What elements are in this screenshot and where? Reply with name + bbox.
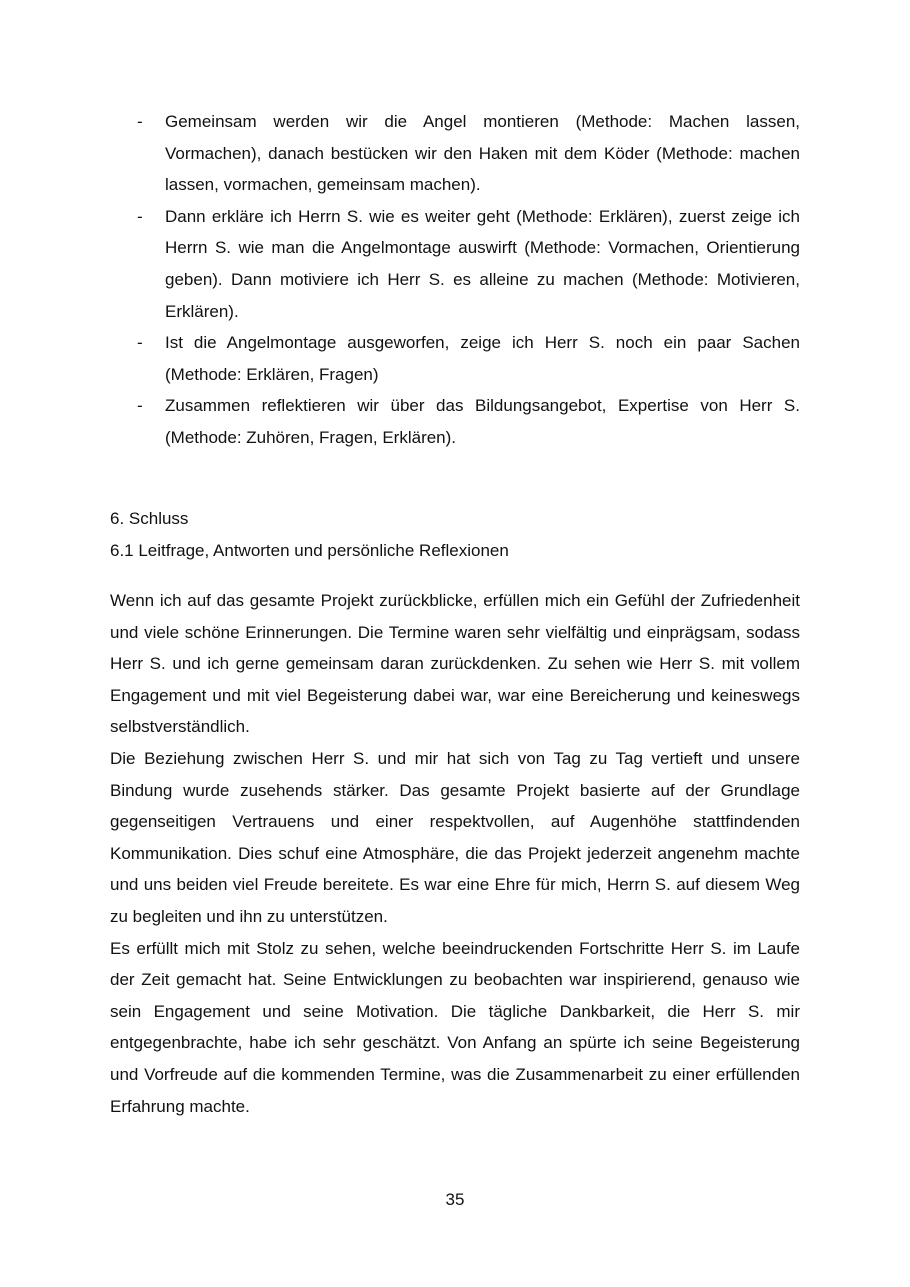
bullet-text: Zusammen reflektieren wir über das Bildungsangebot, Expertise von Herr S. (Methode: Zuhören, Fragen, Erklären). [165, 396, 800, 447]
paragraph: Die Beziehung zwischen Herr S. und mir hat sich von Tag zu Tag vertieft und unsere Bindung wurde zusehends stärker. Das gesamte Projekt basierte auf der Grundlage gegenseitigen Vertrauens und einer respektvollen, auf Augenhöhe stattfindenden Kommunikation. Dies schuf eine Atmosphäre, die das Projekt jederzeit angenehm machte und uns beiden viel Freude bereitete. Es war eine Ehre für mich, Herrn S. auf diesem Weg zu begleiten und ihn zu unterstützen. [110, 748, 800, 926]
bullet-dash: - [137, 396, 143, 416]
bullet-dash: - [137, 333, 143, 353]
bullet-text: Dann erkläre ich Herrn S. wie es weiter geht (Methode: Erklären), zuerst zeige ich Herrn S. wie man die Angelmontage auswirft (Methode: Vormachen, Orientierung geben). Dann motiviere ich Herr S. es alleine zu machen (Methode: Motivieren, Erklären). [165, 206, 800, 321]
bullet-item [110, 201, 800, 327]
body-text [110, 585, 800, 1122]
section-heading: 6. Schluss [110, 509, 189, 528]
method-bullet-list [110, 106, 800, 454]
paragraph: Wenn ich auf das gesamte Projekt zurückblicke, erfüllen mich ein Gefühl der Zufriedenheit und viele schöne Erinnerungen. Die Termine waren sehr vielfältig und einprägsam, sodass Herr S. und ich gerne gemeinsam daran zurückdenken. Zu sehen wie Herr S. mit vollem Engagement und mit viel Begeisterung dabei war, war eine Bereicherung und keineswegs selbstverständlich. [110, 591, 800, 737]
bullet-dash: - [137, 206, 143, 226]
bullet-item [110, 106, 800, 201]
bullet-text: Gemeinsam werden wir die Angel montieren (Methode: Machen lassen, Vormachen), danach bestücken wir den Haken mit dem Köder (Methode: machen lassen, vormachen, gemeinsam machen). [165, 112, 800, 195]
bullet-item [110, 327, 800, 390]
paragraph: Es erfüllt mich mit Stolz zu sehen, welche beeindruckenden Fortschritte Herr S. im Laufe der Zeit gemacht hat. Seine Entwicklungen zu beobachten war inspirierend, genauso wie sein Engagement und seine Motivation. Die tägliche Dankbarkeit, die Herr S. mir entgegenbrachte, habe ich sehr geschätzt. Von Anfang an spürte ich seine Begeisterung und Vorfreude auf die kommenden Termine, was die Zusammenarbeit zu einer erfüllenden Erfahrung machte. [110, 938, 800, 1116]
subsection-heading: 6.1 Leitfrage, Antworten und persönliche Reflexionen [110, 541, 509, 560]
page-number: 35 [445, 1190, 465, 1209]
bullet-text: Ist die Angelmontage ausgeworfen, zeige ich Herr S. noch ein paar Sachen (Methode: Erklären, Fragen) [165, 333, 800, 384]
bullet-dash: - [137, 112, 143, 131]
bullet-item [110, 390, 800, 453]
